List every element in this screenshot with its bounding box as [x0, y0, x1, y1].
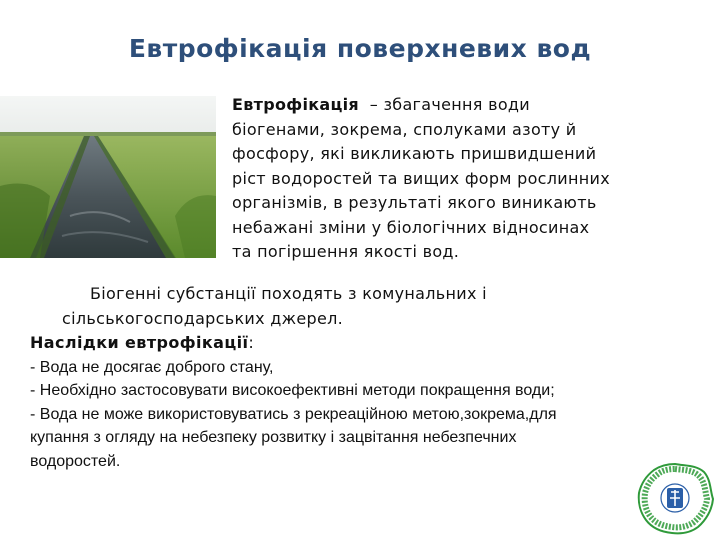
canal-photo	[0, 96, 216, 258]
sources-line: сільськогосподарських джерел.	[62, 309, 344, 328]
consequence-item: - Вода не може використовуватись з рекреаційною метою,зокрема,для	[30, 405, 557, 423]
consequences-heading-colon: :	[248, 333, 254, 352]
definition-line: біогенами, зокрема, сполуками азоту й	[232, 119, 577, 139]
consequences-heading: Наслідки евтрофікації	[30, 333, 249, 352]
consequence-item: - Необхідно застосовувати високоефективні методи покращення води;	[30, 382, 555, 399]
consequence-item: водоростей.	[30, 452, 121, 470]
definition-line: ріст водоростей та вищих форм рослинних	[232, 168, 610, 188]
sources-line: Біогенні субстанції походять з комунальних і	[90, 284, 487, 303]
definition-line: небажані зміни у біологічних відносинах	[232, 217, 590, 237]
definition-term: Евтрофікація	[232, 95, 360, 114]
university-seal-logo	[636, 462, 714, 536]
slide-title: Евтрофікація поверхневих вод	[128, 34, 592, 63]
nutrient-sources-paragraph	[62, 281, 622, 331]
definition-line: організмів, в результаті якого виникають	[232, 193, 597, 212]
consequence-item: купання з огляду на небезпеку розвитку і зацвітання небезпечних	[30, 429, 517, 446]
definition-line: фосфору, які викликають пришвидшений	[232, 144, 597, 163]
consequence-item: - Вода не досягає доброго стану,	[30, 358, 274, 376]
definition-line: та погіршення якості вод.	[232, 242, 460, 261]
definition-line: – збагачення води	[359, 95, 530, 114]
eutrophication-definition	[232, 93, 712, 265]
consequences-section	[30, 331, 700, 473]
